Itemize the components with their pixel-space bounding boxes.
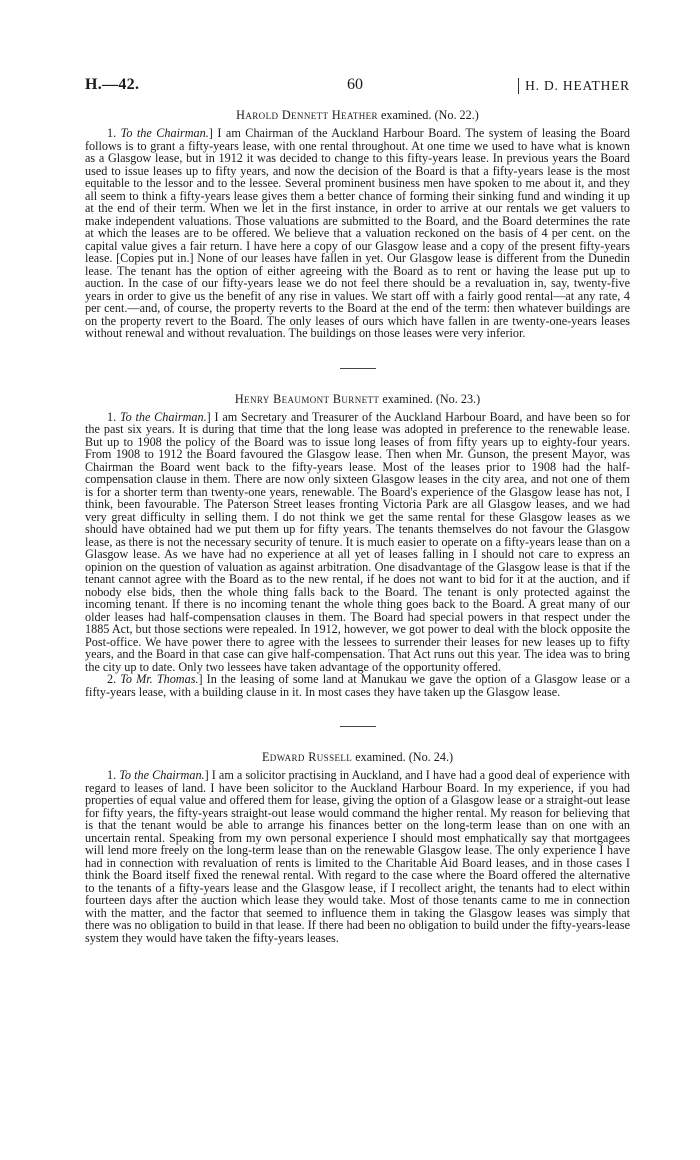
testimony-paragraph <box>85 769 630 944</box>
question-number: 2. <box>107 672 121 686</box>
witness-heading-rest: examined. (No. 24.) <box>352 750 454 764</box>
page-number: 60 <box>347 76 363 93</box>
addressee: To the Chairman. <box>119 768 205 782</box>
addressee: To Mr. Thomas. <box>120 672 199 686</box>
witness-name: Harold Dennett Heather <box>236 108 378 122</box>
witness-section <box>85 107 630 340</box>
testimony-paragraph <box>85 673 630 698</box>
witness-name: Edward Russell <box>261 750 353 764</box>
witness-heading <box>85 749 630 767</box>
question-number: 1. <box>107 409 120 424</box>
section-divider <box>340 368 376 369</box>
question-number: 1. <box>107 126 121 140</box>
witness-heading <box>85 107 630 125</box>
report-code: H.—42. <box>85 76 140 93</box>
testimony-text: ] I am Chairman of the Auckland Harbour Board. The system of leasing the Board follows is to grant a fifty-years lease, with one rental throughout. At one time we used to have what is known as a Glasgow lease, but in 1912 it was decided to change to this fifty-years lease. In previous years the Board used to issue leases up to fifty years, and now the decision of the Board is that a fifty-years lease is the most equitable to the lessor and to the lessee. Several prominent business men have spoken to me about it, and they all seem to think a fifty-years lease gives them a better chance of forming their sinking fund and winding it up at the end of their term. When we let in the first instance, in order to arrive at our rentals we get valuers to make independent valuations. Those valuations are submitted to the Board, and the Board determines the rate at which the leases are to be offered. We believe that a valuation reckoned on the basis of 4 per cent. on the capital value gives a fair return. I have here a copy of our Glasgow lease and a copy of the present fifty-years lease. [Copies put in.] None of our leases have fallen in yet. Our Glasgow lease is different from the Dunedin lease. The tenant has the option of either agreeing with the Board as to rent or having the lease put up to auction. In the case of our fifty-years lease we do not feel there should be a revaluation in, say, twenty-five years in order to give us the benefit of any rise in values. We start off with a fairly good rental—at any rate, 4 per cent.—and, of course, the property reverts to the Board at the end of the term: then whatever buildings are on the property revert to the Board. The only leases of ours which have fallen in are twenty-one-years leases without renewal and without revaluation. The buildings on those leases were very inferior. <box>85 126 631 340</box>
testimony-paragraph <box>85 127 630 340</box>
witness-section <box>85 749 630 944</box>
running-head-witness: H. D. HEATHER <box>518 78 630 94</box>
testimony-paragraph <box>85 411 630 674</box>
witness-heading-rest: examined. (No. 22.) <box>377 108 479 122</box>
witness-heading <box>85 391 630 409</box>
witness-name: Henry Beaumont Burnett <box>234 391 380 406</box>
addressee: To the Chairman. <box>120 126 209 140</box>
testimony-text: ] I am Secretary and Treasurer of the Auckland Harbour Board, and have been so for the past six years. It is during that time that the long lease was adopted in preference to the renewable lease. But up to 1908 the policy of the Board was to issue long leases of from fifty years up to eighty-four years. From 1908 to 1912 the Board favoured the Glasgow lease. Then when Mr. Gunson, the present Mayor, was Chairman the Board went back to the fifty-years lease. Most of the leases prior to 1908 had the half-compensation clause in them. There are now only sixteen Glasgow leases in the city area, and not one of them is for a shorter term than twenty-one years, renewable. The Board's experience of the Glasgow lease has not, I think, been favourable. The Paterson Street leases fronting Victoria Park are all Glasgow leases, and we had very great difficulty in selling them. I do not think we get the same rental for these Glasgow leases as we should have obtained had we put them up for fifty years. The tenants themselves do not favour the Glasgow lease, as there is not the necessary security of tenure. It is much easier to operate on a fifty-years lease than on a Glasgow lease. As we have had no experience at all yet of leases falling in I should not care to express an opinion on the question of valuation as against arbitration. One disadvantage of the Glasgow lease is that if the tenant cannot agree with the Board as to the new rental, if he does not want to bid for it at the auction, and if nobody else bids, then the whole thing falls back to the Board. The tenant is only protected against the incoming tenant. If there is no incoming tenant the whole thing goes back to the Board. A great many of our older leases had half-compensation clauses in them. The Board had special powers in that respect under the 1885 Act, but those sections were repealed. In 1912, however, we got power to deal with the block opposite the Post-office. We have power there to agree with the lessees to surrender their leases for new leases up to fifty years, and the Board in that case can give half-compensation. That Act runs out this year. The idea was to bring the city up to date. Only two lessees have taken advantage of the opportunity offered. <box>85 409 631 674</box>
testimony-text: ] I am a solicitor practising in Auckland, and I have had a good deal of experience with regard to leases of land. I have been solicitor to the Auckland Harbour Board. In my experience, if you had properties of equal value and offered them for lease, giving the option of a Glasgow lease or a straight-out lease for fifty years, the fifty-years straight-out lease would command the higher rental. My reason for believing that is that the tenant would be able to arrange his finances better on the long-term lease than on one with an uncertain rental. Speaking from my own personal experience I should most emphatically say that mortgagees will lend more freely on the long-term lease than on the renewable Glasgow lease. The only experience I have had in connection with revaluation of rents is limited to the Charitable Aid Board leases, and in those cases I think the Board itself fixed the renewal rental. With regard to the case where the Board offered the alternative to the tenants of a fifty-years lease and the Glasgow lease, if I recollect aright, the tenants had to elect within fourteen days after the auction which lease they would take. Most of those tenants came to me in connection with the matter, and the factor that seemed to influence them in taking the Glasgow leases was simply that there was no obligation to build in that lease. If there had been no obligation to build under the fifty-years-lease system they would have taken the fifty-years leases. <box>85 768 631 945</box>
question-number: 1. <box>107 768 120 782</box>
testimony-text: ] In the leasing of some land at Manukau we gave the option of a Glasgow lease or a fifty-years lease, with a building clause in it. In most cases they have taken up the Glasgow lease. <box>85 672 631 699</box>
witness-heading-rest: examined. (No. 23.) <box>379 391 481 406</box>
witness-section <box>85 391 630 699</box>
page-body <box>85 107 630 944</box>
section-divider <box>340 726 376 727</box>
addressee: To the Chairman. <box>119 409 207 424</box>
page-header <box>85 76 630 102</box>
